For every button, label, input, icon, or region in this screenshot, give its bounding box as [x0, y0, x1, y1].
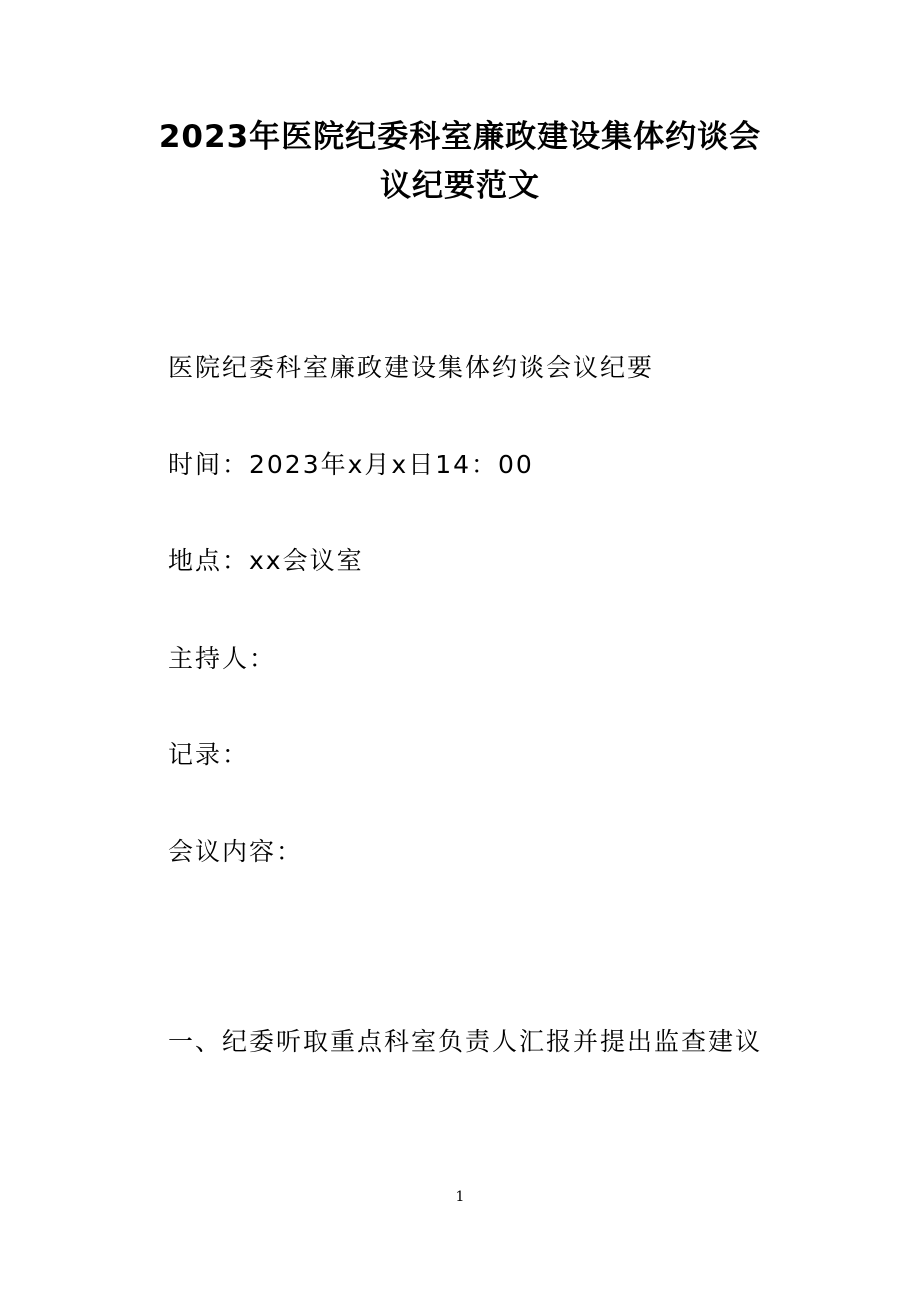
paragraph-time: 时间：2023年x月x日14：00 — [168, 450, 534, 479]
paragraph-meeting-content: 会议内容： — [168, 837, 304, 866]
document-title-line-2: 议纪要范文 — [380, 168, 540, 204]
paragraph-subtitle: 医院纪委科室廉政建设集体约谈会议纪要 — [168, 353, 655, 382]
page-number: 1 — [455, 1189, 465, 1205]
document-title-line-1: 2023年医院纪委科室廉政建设集体约谈会 — [158, 119, 762, 155]
paragraph-host: 主持人： — [168, 644, 277, 673]
paragraph-recorder: 记录： — [168, 740, 250, 769]
paragraph-section-heading: 一、纪委听取重点科室负责人汇报并提出监查建议 — [168, 1027, 763, 1056]
paragraph-location: 地点：xx会议室 — [168, 546, 364, 575]
